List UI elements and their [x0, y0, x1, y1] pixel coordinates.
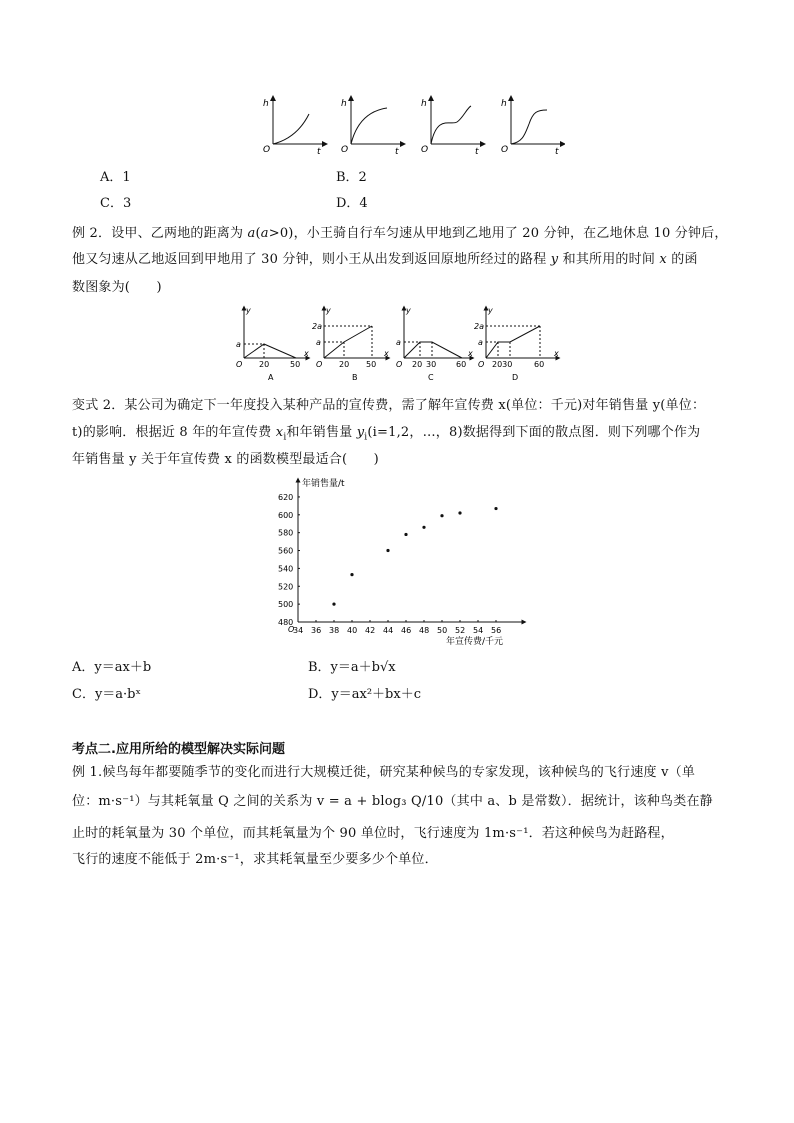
- ex1-line-2: 位：m·s⁻¹）与其耗氧量 Q 之间的关系为 v = a + blog₃ Q/10（其中 a、b 是常数）．据统计，该种鸟类在静: [72, 794, 713, 809]
- x-tick-label: 36: [311, 626, 322, 635]
- svg-text:30: 30: [426, 360, 437, 369]
- svg-text:x: x: [304, 349, 309, 358]
- curve-3: [431, 106, 471, 144]
- y-tick-label: 620: [278, 492, 294, 502]
- svg-text:y: y: [326, 306, 331, 315]
- svg-text:h: h: [341, 99, 347, 109]
- scatter-point: [422, 526, 425, 529]
- var2-option-b: B．y＝a＋b√x: [308, 660, 396, 675]
- var2-line-3: 年销售量 y 关于年宣传费 x 的函数模型最适合( ): [72, 452, 379, 467]
- svg-text:t: t: [395, 147, 399, 157]
- svg-text:a: a: [236, 340, 241, 349]
- svg-text:20: 20: [339, 360, 350, 369]
- var2-option-c: C．y＝a·bˣ: [72, 687, 142, 702]
- x-tick-label: 56: [491, 626, 502, 635]
- svg-text:C: C: [428, 373, 434, 382]
- y-tick-label: 480: [278, 618, 294, 627]
- ex2-line-2: 他又匀速从乙地返回到甲地用了 30 分钟，则小王从出发到返回原地所经过的路程 y 和其所用的时间 x 的函: [72, 252, 698, 267]
- scatter-chart: [270, 474, 530, 650]
- x-tick-label: 48: [419, 626, 430, 635]
- y-tick-label: 600: [278, 510, 294, 520]
- scatter-point: [494, 507, 497, 510]
- graph-4: [501, 98, 563, 157]
- svg-text:y: y: [406, 306, 411, 315]
- ex2-graph-b: [312, 306, 389, 382]
- x-tick-label: 50: [437, 626, 448, 635]
- svg-text:a: a: [396, 338, 401, 347]
- svg-text:a: a: [316, 338, 321, 347]
- x-tick-label: 54: [473, 626, 484, 635]
- x-tick-label: 52: [455, 626, 466, 635]
- scatter-point: [458, 511, 461, 514]
- svg-text:y: y: [488, 306, 493, 315]
- curve-1: [273, 114, 309, 144]
- svg-text:x: x: [554, 349, 559, 358]
- x-axis-label: 年宣传费/千元: [446, 637, 504, 647]
- x-tick-label: 44: [383, 626, 394, 635]
- svg-text:t: t: [475, 147, 479, 157]
- y-tick-label: 500: [278, 600, 294, 610]
- y-tick-label: 580: [278, 528, 294, 538]
- svg-text:x: x: [468, 349, 473, 358]
- svg-text:60: 60: [534, 360, 545, 369]
- graph-1: [263, 98, 325, 157]
- svg-text:h: h: [421, 99, 427, 109]
- svg-text:h: h: [501, 99, 507, 109]
- svg-text:20: 20: [412, 360, 423, 369]
- svg-text:t: t: [555, 147, 559, 157]
- ex2-line-3: 数图象为( ): [72, 280, 162, 295]
- svg-text:2a: 2a: [312, 322, 322, 331]
- ex2-graph-a: [236, 306, 309, 382]
- ex2-graph-c: [396, 306, 473, 382]
- x-tick-label: 34: [293, 626, 304, 635]
- svg-text:A: A: [268, 373, 274, 382]
- svg-text:x: x: [384, 349, 389, 358]
- y-axis-label: 年销售量/t: [302, 479, 345, 489]
- scatter-point: [404, 533, 407, 536]
- svg-text:O: O: [263, 145, 271, 155]
- var2-line-1: 变式 2．某公司为确定下一年度投入某种产品的宣传费，需了解年宣传费 x(单位：千元)对年销售量 y(单位：: [72, 398, 706, 413]
- scatter-point: [386, 549, 389, 552]
- svg-text:O: O: [316, 360, 323, 369]
- x-tick-label: 42: [365, 626, 376, 635]
- ex2-graphs: [228, 304, 564, 386]
- svg-text:h: h: [263, 99, 269, 109]
- svg-text:t: t: [317, 147, 321, 157]
- q1-option-d: D．4: [336, 196, 368, 211]
- var2-line-2: t)的影响．根据近 8 年的年宣传费 $x_i$和年销售量 $y_i(i=1,2$，…，8)数据得到下面的散点图．则下列哪个作为: [72, 425, 701, 443]
- svg-text:O: O: [501, 145, 509, 155]
- x-tick-label: 46: [401, 626, 412, 635]
- svg-text:60: 60: [456, 360, 467, 369]
- y-tick-label: 520: [278, 582, 294, 592]
- scatter-point: [350, 573, 353, 576]
- y-tick-label: 540: [278, 564, 294, 574]
- curve-2: [351, 108, 387, 144]
- section-title: 考点二.应用所给的模型解决实际问题: [72, 742, 285, 757]
- svg-text:2a: 2a: [474, 322, 484, 331]
- x-tick-label: 38: [329, 626, 340, 635]
- svg-text:y: y: [246, 306, 251, 315]
- svg-text:a: a: [478, 338, 483, 347]
- svg-text:2030: 2030: [492, 360, 513, 369]
- ex2-line-1: 例 2．设甲、乙两地的距离为 a(a>0)，小王骑自行车匀速从甲地到乙地用了 20 分钟，在乙地休息 10 分钟后，: [72, 226, 728, 241]
- svg-text:50: 50: [366, 360, 377, 369]
- svg-text:O: O: [396, 360, 403, 369]
- q1-option-c: C．3: [100, 196, 132, 211]
- graph-3: [421, 98, 483, 157]
- q1-option-a: A．1: [100, 170, 131, 185]
- ex1-line-3: 止时的耗氧量为 30 个单位，而其耗氧量为个 90 单位时，飞行速度为 1m·s⁻¹．若这种候鸟为赶路程，: [72, 826, 674, 841]
- q1-option-b: B．2: [336, 170, 367, 185]
- svg-text:O: O: [236, 360, 243, 369]
- scatter-point: [332, 603, 335, 606]
- svg-text:D: D: [512, 373, 519, 382]
- scatter-point: [440, 514, 443, 517]
- svg-text:O: O: [341, 145, 349, 155]
- svg-text:O: O: [478, 360, 485, 369]
- ex2-graph-d: [474, 306, 559, 382]
- svg-text:B: B: [352, 373, 358, 382]
- svg-text:50: 50: [290, 360, 301, 369]
- x-tick-label: 40: [347, 626, 358, 635]
- top-graphs: [255, 92, 565, 160]
- curve-4: [511, 110, 547, 144]
- y-tick-label: 560: [278, 546, 294, 556]
- graph-2: [341, 98, 403, 157]
- var2-option-a: A．y＝ax＋b: [72, 660, 152, 675]
- chart-origin: O: [288, 625, 295, 634]
- ex1-line-4: 飞行的速度不能低于 2m·s⁻¹，求其耗氧量至少要多少个单位．: [72, 852, 438, 867]
- var2-option-d: D．y＝ax²＋bx＋c: [308, 687, 421, 702]
- svg-text:20: 20: [259, 360, 270, 369]
- svg-text:O: O: [421, 145, 429, 155]
- ex1-line-1: 例 1.候鸟每年都要随季节的变化而进行大规模迁徙，研究某种候鸟的专家发现，该种候鸟的飞行速度 v（单: [72, 765, 696, 780]
